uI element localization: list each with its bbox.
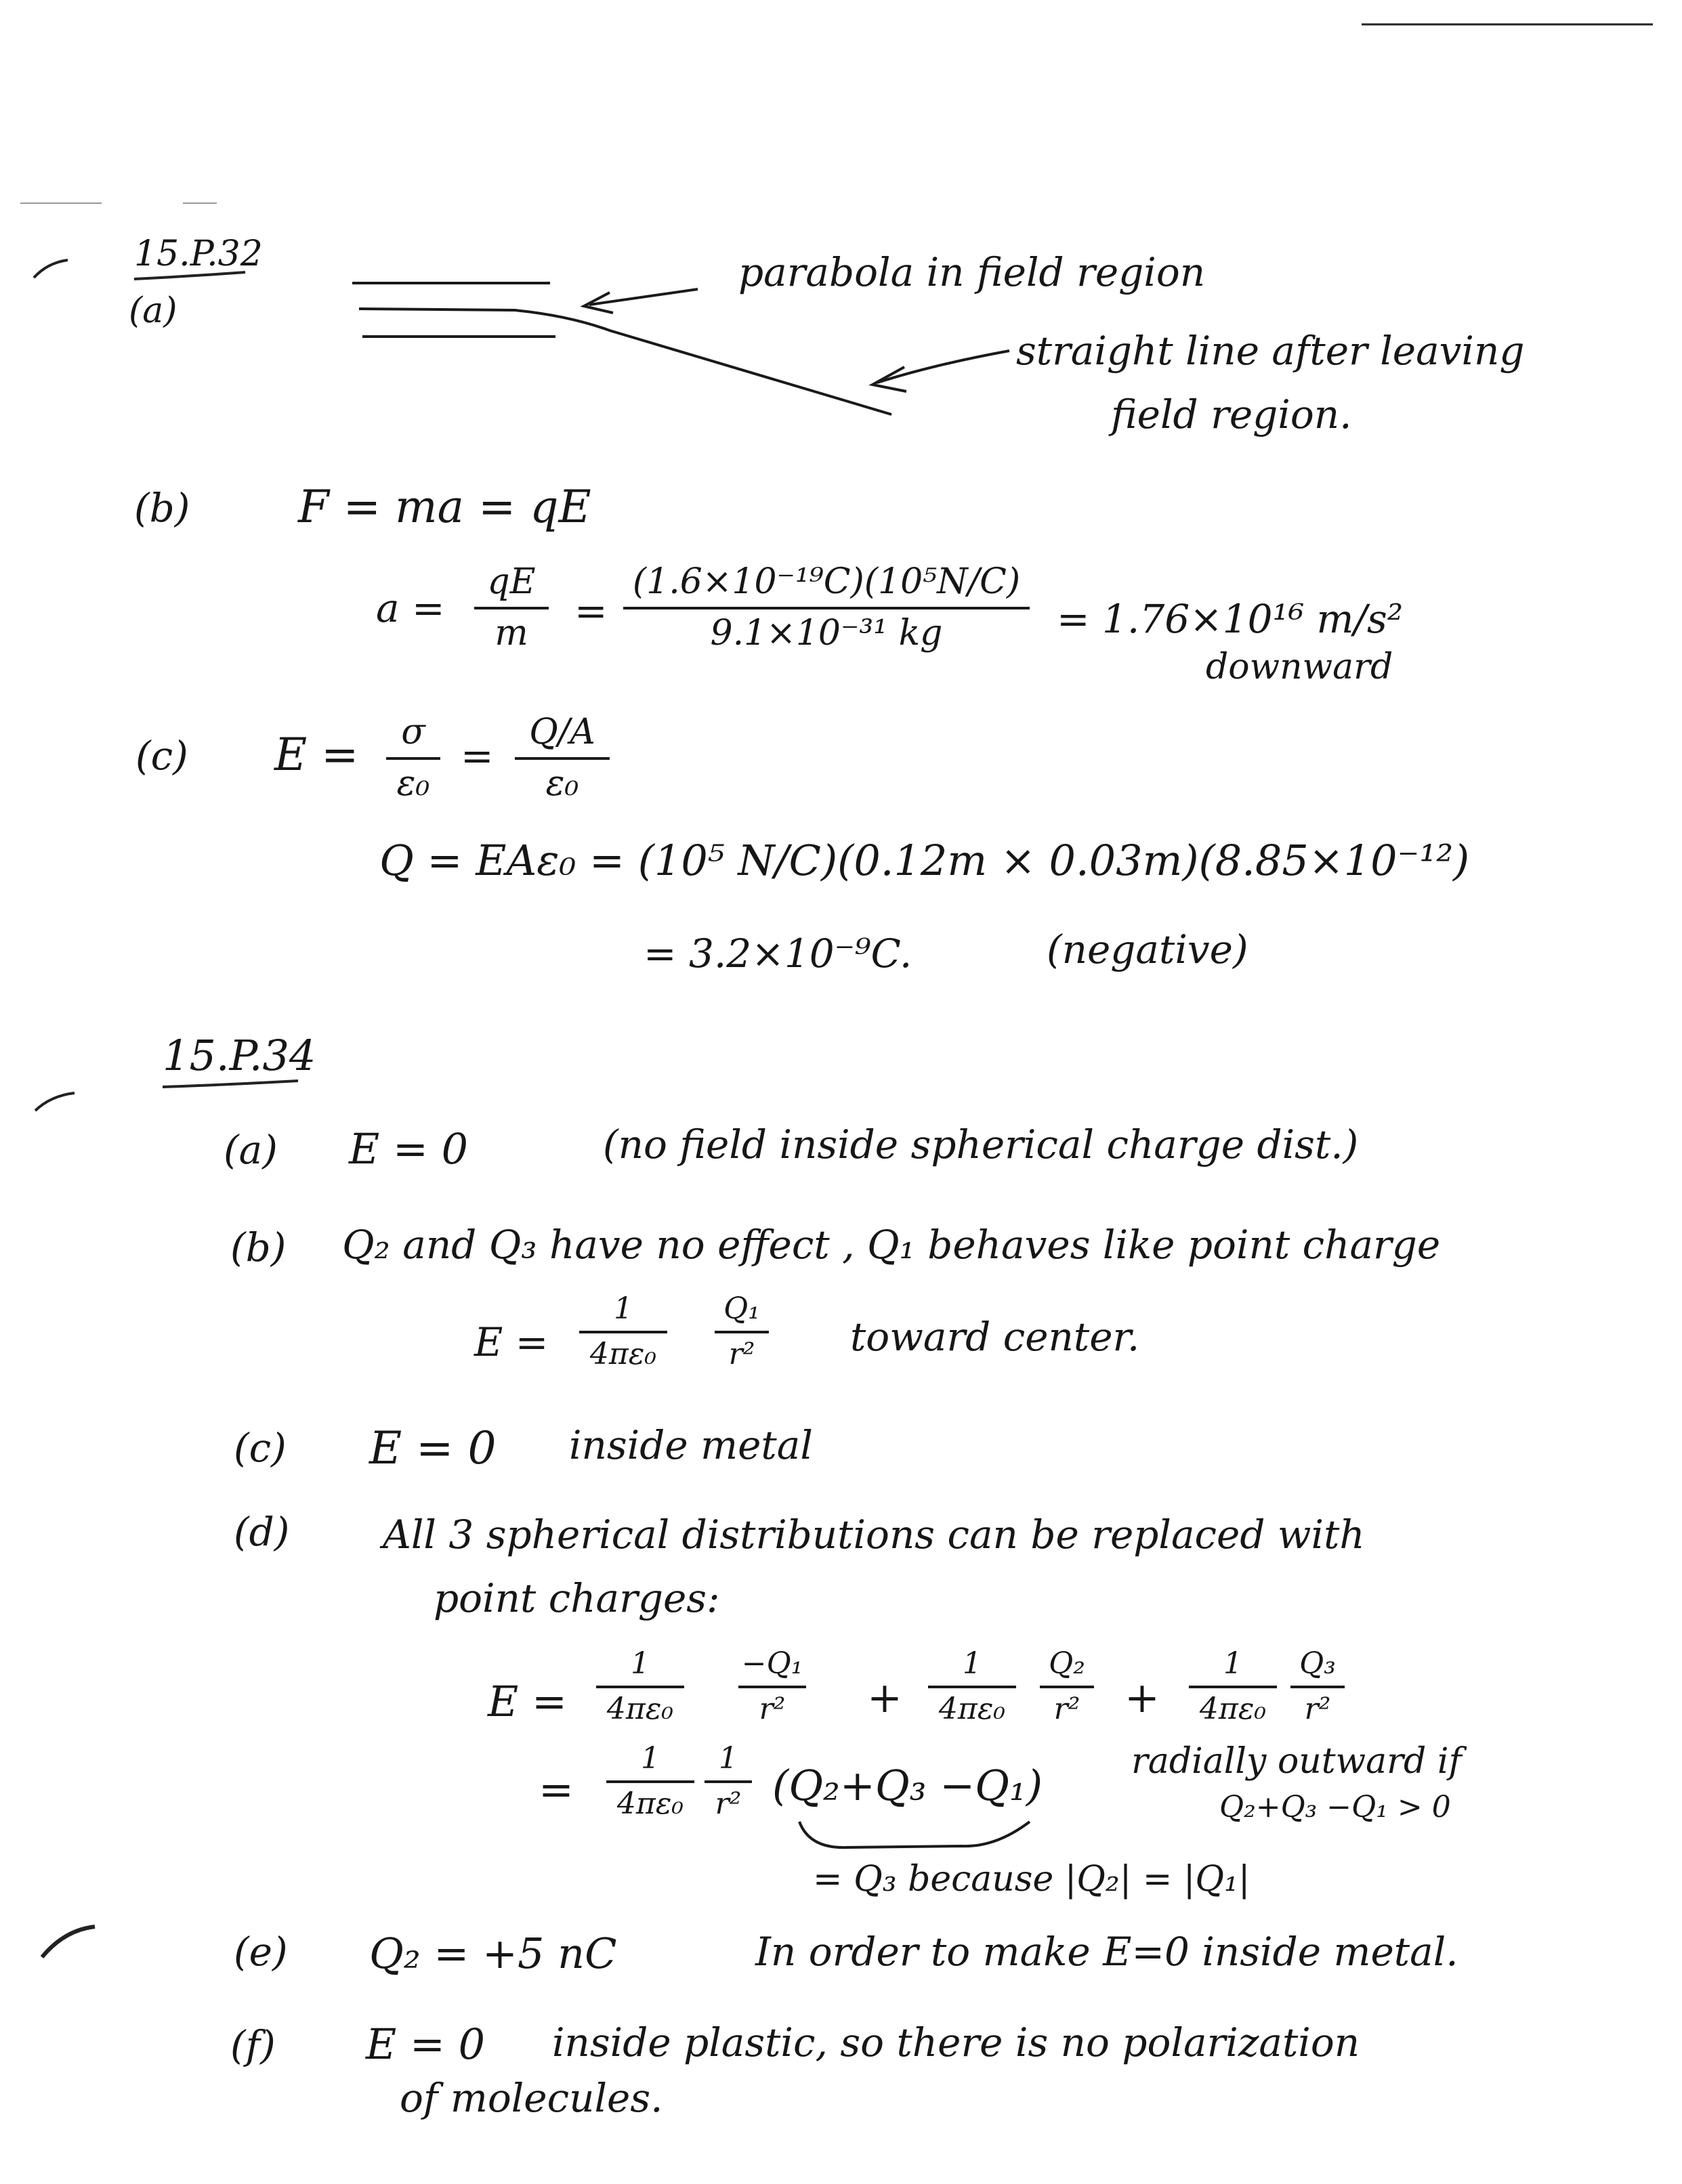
acceleration-lhs: a = [376, 585, 445, 631]
part-a-note: (no field inside spherical charge dist.) [603, 1121, 1359, 1168]
part-d-statement-cont: point charges: [434, 1575, 720, 1621]
fraction-numerator: 1 [614, 1291, 633, 1326]
fraction-term [1290, 1647, 1345, 1726]
fraction-term [596, 1647, 684, 1726]
part-e-note: In order to make E=0 inside metal. [755, 1929, 1458, 1975]
radially-outward-note: radially outward if [1131, 1741, 1462, 1782]
punch-hole-arc [35, 1093, 75, 1111]
fraction-denominator: 4πε₀ [616, 1786, 684, 1821]
punch-hole-arc [34, 260, 68, 278]
fraction-numeric-acceleration [623, 562, 1030, 654]
because-note: = Q₃ because |Q₂| = |Q₁| [813, 1859, 1250, 1900]
punch-hole-arc [42, 1927, 95, 1957]
fraction-sigma-over-eps0 [386, 712, 440, 805]
acceleration-direction: downward [1206, 647, 1393, 687]
part-b-label: (b) [230, 1224, 287, 1270]
fraction-numerator: (1.6×10⁻¹⁹C)(10⁵N/C) [632, 561, 1021, 602]
equals-sign: = [539, 1765, 574, 1814]
fraction-term [705, 1742, 752, 1821]
part-c-label: (c) [234, 1425, 287, 1471]
fraction-denominator: ε₀ [545, 763, 579, 804]
fraction-QA-over-eps0 [515, 712, 610, 805]
fraction-numerator: 1 [719, 1741, 738, 1776]
fraction-denominator: 4πε₀ [938, 1691, 1006, 1726]
fraction-numerator: 1 [963, 1646, 982, 1681]
fraction-denominator: r² [759, 1691, 786, 1726]
arrow-to-straight-line [877, 351, 1009, 383]
annotation-field-region: field region. [1111, 391, 1352, 437]
fraction-numerator: Q/A [529, 712, 595, 752]
annotation-parabola: parabola in field region [738, 249, 1206, 295]
fraction-numerator: qE [487, 561, 536, 602]
fraction-denominator: r² [1304, 1691, 1331, 1726]
fraction-numerator: 1 [641, 1741, 660, 1776]
electron-trajectory [359, 309, 891, 414]
fraction-denominator: r² [715, 1786, 742, 1821]
underbrace [799, 1822, 1030, 1847]
part-a-label: (a) [224, 1127, 278, 1173]
part-b-statement: Q₂ and Q₃ have no effect , Q₁ behaves like point charge [342, 1222, 1441, 1268]
fraction-term [928, 1647, 1016, 1726]
part-f-note-cont: of molecules. [400, 2075, 663, 2121]
fraction-numerator: 1 [1223, 1646, 1242, 1681]
plus-sign: + [1124, 1673, 1160, 1722]
charge-sum-paren: (Q₂+Q₃ −Q₁) [772, 1761, 1043, 1810]
part-b-E-lhs: E = [474, 1319, 549, 1365]
fraction-qE-over-m [474, 562, 549, 654]
part-e-label: (e) [234, 1929, 288, 1975]
fraction-denominator: 4πε₀ [589, 1336, 657, 1371]
part-a-label: (a) [129, 291, 177, 331]
part-c-note: inside metal [569, 1422, 813, 1468]
part-f-note: inside plastic, so there is no polarization [552, 2019, 1360, 2065]
charge-sign-note: (negative) [1047, 926, 1248, 972]
fraction-denominator: 9.1×10⁻³¹ kg [710, 612, 943, 654]
part-a-answer: E = 0 [349, 1124, 469, 1174]
fraction-denominator: 4πε₀ [1199, 1691, 1267, 1726]
fraction-term [1040, 1647, 1094, 1726]
fraction-numerator: Q₁ [723, 1291, 760, 1326]
fraction-denominator: r² [728, 1336, 755, 1371]
fraction-numerator: σ [401, 712, 425, 752]
part-f-label: (f) [230, 2022, 276, 2068]
fraction-numerator: Q₂ [1049, 1646, 1085, 1681]
part-c-label: (c) [135, 733, 188, 779]
fraction-numerator: 1 [631, 1646, 650, 1681]
annotation-straight-line: straight line after leaving [1016, 328, 1525, 374]
part-c-answer: E = 0 [369, 1422, 497, 1474]
fraction-term [738, 1647, 806, 1726]
fraction-numerator: Q₃ [1299, 1646, 1336, 1681]
newton-equation: F = ma = qE [298, 481, 591, 533]
part-d-E-lhs: E = [488, 1677, 567, 1726]
charge-equation: Q = EAε₀ = (10⁵ N/C)(0.12m × 0.03m)(8.85×10⁻¹²) [379, 836, 1470, 885]
part-e-answer: Q₂ = +5 nC [369, 1929, 617, 1978]
charge-result: = 3.2×10⁻⁹C. [644, 930, 912, 977]
radially-outward-condition: Q₂+Q₃ −Q₁ > 0 [1219, 1790, 1451, 1824]
equals-sign: = [461, 733, 494, 779]
fraction-term [606, 1742, 694, 1821]
part-d-label: (d) [234, 1509, 290, 1555]
fraction-numerator: −Q₁ [741, 1646, 803, 1681]
fraction-term [1189, 1647, 1277, 1726]
problem-label-15p34: 15.P.34 [163, 1031, 316, 1080]
part-b-direction: toward center. [850, 1314, 1140, 1360]
fraction-denominator: 4πε₀ [606, 1691, 674, 1726]
fraction-denominator: m [495, 612, 528, 654]
fraction-one-over-4pi-eps0 [579, 1292, 667, 1371]
arrow-to-parabola [589, 289, 698, 305]
part-b-label: (b) [134, 485, 190, 531]
field-lhs: E = [274, 729, 359, 781]
part-d-statement: All 3 spherical distributions can be replaced with [383, 1512, 1365, 1558]
fraction-Q1-over-r2 [715, 1292, 769, 1371]
fraction-denominator: ε₀ [396, 763, 430, 804]
part-f-answer: E = 0 [366, 2019, 486, 2069]
plus-sign: + [867, 1673, 902, 1722]
problem-label-15p32: 15.P.32 [134, 234, 263, 274]
label-underline [163, 1081, 298, 1087]
fraction-denominator: r² [1053, 1691, 1080, 1726]
acceleration-result: = 1.76×10¹⁶ m/s² [1057, 596, 1404, 642]
equals-sign: = [574, 588, 608, 634]
